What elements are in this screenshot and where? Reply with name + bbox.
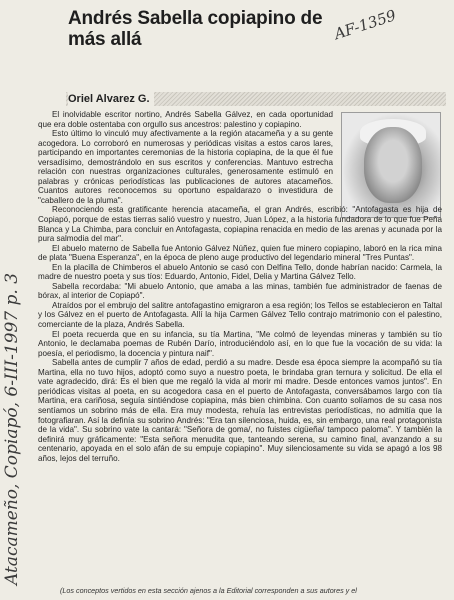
article-paragraph: El poeta recuerda que en su infancia, su tía Martina, "Me colmó de leyendas mineras y también su tío Antonio, le declamaba poemas de Rubén Darío, introduciéndolo así, en lo que fue la vocación de su vida: la poesía, el periodismo, la docencia y pintura naif". [38,329,442,358]
article-paragraph: Sabella recordaba: "Mi abuelo Antonio, que amaba a las minas, también fue administrador de faenas de bórax, al interior de Copiapó". [38,281,442,301]
article-paragraph: Reconociendo esta gratificante herencia atacameña, el gran Andrés, escribió: "Antofagasta es hija de Copiapó, porque de estas tierras salió vuestro y nuestro, Juan López, a la historia fundadora de lo que fue Peña Blanca y La Chimba, para concluir en Antofagasta, copiapina renacida en medio de las arenas y acunada por la pura salmodia del mar". [38,205,442,244]
article-title: Andrés Sabella copiapino de más allá [68,8,323,50]
article-paragraph: En la placilla de Chimberos el abuelo Antonio se casó con Delfina Tello, donde habrían nacido: Carmela, la madre de nuestro poeta y sus tíos: Eduardo, Antonio, Fidel, Delia y Martina Gálvez Tello. [38,262,442,282]
article-paragraph: Sabella antes de cumplir 7 años de edad, perdió a su madre. Desde esa época siempre la acompañó su tía Martina, ella no tuvo hijos, adoptó como suyo a nuestro poeta, le brindaba gran ternura y solicitud. De ella el vate agradecido, dirá: Es el bien que me regaló la vida al morir mi madre. Desde entonces vamos juntos". En periódicas visitas al poeta, en su acogedora casa en el puerto de Antofagasta, conversábamos largo con tía Martina, era cariñosa, seguía sintiéndose copiapina, más bien chimbina. Con cuanto solíamos de su casa nos sentíamos un sobrino más de ella. Era muy modesta, rehuía las entrevistas periodísticas, no admitía que la fotografiaran. Así la definía su sobrino Andrés: "Era tan silenciosa, huida, es, sin embargo, una real protagonista de la vida". Su sobrino vate la cantará: "Señora de goma/, no fuistes cigüeña/ tampoco paloma". Y también la definirá muy gráficamente: "Esta señora menudita que, tanteando serena, su camino final, avanzando a su centenario, apoyada en el solo afán de su empuje copiapino". Muy silenciosamente su vida se apagó a los 98 años, lejos del terruño. [38,358,442,463]
article-author: Oriel Alvarez G. [68,92,154,106]
article-body [38,110,442,463]
article-paragraph: El inolvidable escritor nortino, Andrés Sabella Gálvez, en cada oportunidad que era doble ostentaba con orgullo sus ancestros: palestino y copiapino. [38,110,333,129]
handwritten-catalog-number: AF-1359 [332,6,399,44]
article-paragraph: El abuelo materno de Sabella fue Antonio Gálvez Núñez, quien fue minero copiapino, laboró en la rica mina de plata "Buena Esperanza", en la época de pleno auge productivo del legendario mineral "Tres Puntas". [38,243,442,263]
article-paragraph: Esto último lo vinculó muy afectivamente a la región atacameña y a su gente acogedora. Lo corroboró en numerosas y periódicas visitas a estos caros lares, participando en importantes ceremonias de la historia copiapina, de la que él fue versadísimo, demostrándolo en sus escritos y conferencias. Mantuvo estrecha relación con nuestras organizaciones culturales, generosamente estimuló en palabras y crónicas periodísticas las publicaciones de autores atacameños. Cuantos autores reconocemos su oportuno espaldarazo o investidura de "caballero de la pluma". [38,129,333,205]
editorial-footer-note: (Los conceptos vertidos en esta sección ajenos a la Editorial corresponden a sus autores y el [60,586,357,595]
handwritten-source-note: Atacameño, Copiapó, 6-III-1997 p. 3 [2,272,22,585]
article-paragraph: Atraídos por el embrujo del salitre antofagastino emigraron a esa región; los Tellos se establecieron en Taltal y los Gálvez en el puerto de Antofagasta. Allí la hija Carmen Gálvez Tello contrajo matrimonio con el palestino, comerciante de la plaza, Andrés Sabella. [38,300,442,330]
